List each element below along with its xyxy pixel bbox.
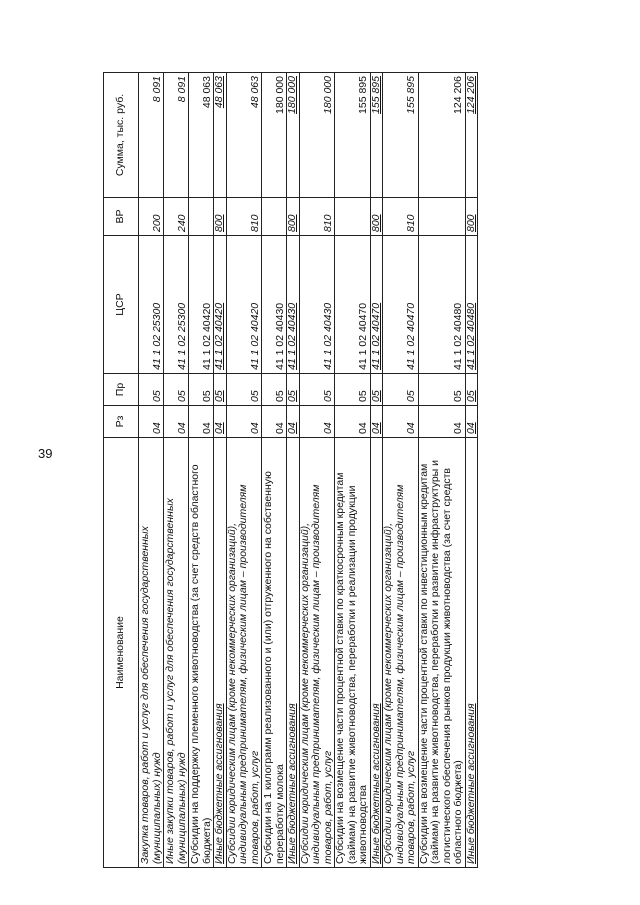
cell-sum: 48 063 xyxy=(189,73,214,198)
table-header-row xyxy=(104,73,139,868)
rotated-table-container xyxy=(103,73,543,868)
cell-rz: 04 xyxy=(418,406,465,438)
cell-vr: 800 xyxy=(214,198,227,236)
cell-vr xyxy=(189,198,214,236)
cell-name: Закупка товаров, работ и услуг для обеспечения государственных (муниципальных) нужд xyxy=(139,438,164,868)
cell-rz: 04 xyxy=(226,406,262,438)
cell-rz: 04 xyxy=(465,406,478,438)
cell-sum: 48 063 xyxy=(226,73,262,198)
cell-vr xyxy=(262,198,287,236)
cell-name: Субсидии на 1 килограмм реализованного и (или) отгруженного на собственную переработку молока xyxy=(262,438,287,868)
cell-pr: 05 xyxy=(262,374,287,406)
header-csr: ЦСР xyxy=(104,236,139,374)
cell-sum: 124 206 xyxy=(465,73,478,198)
cell-rz: 04 xyxy=(139,406,164,438)
cell-csr: 41 1 02 40430 xyxy=(287,236,300,374)
cell-pr: 05 xyxy=(335,374,371,406)
cell-pr: 05 xyxy=(287,374,300,406)
table-row xyxy=(189,73,214,868)
cell-sum: 124 206 xyxy=(418,73,465,198)
cell-vr: 810 xyxy=(383,198,419,236)
cell-csr: 41 1 02 40480 xyxy=(465,236,478,374)
table-row xyxy=(370,73,383,868)
cell-csr: 41 1 02 25300 xyxy=(164,236,189,374)
cell-csr: 41 1 02 25300 xyxy=(139,236,164,374)
cell-rz: 04 xyxy=(299,406,335,438)
cell-pr: 05 xyxy=(189,374,214,406)
cell-name: Субсидии юридическим лицам (кроме некоммерческих организаций), индивидуальным предпринимателям, физическим лицам – производителям товаров, работ, услуг xyxy=(299,438,335,868)
cell-vr: 800 xyxy=(370,198,383,236)
cell-vr xyxy=(418,198,465,236)
cell-sum: 180 000 xyxy=(299,73,335,198)
cell-vr: 200 xyxy=(139,198,164,236)
budget-table xyxy=(103,72,478,868)
cell-sum: 180 000 xyxy=(287,73,300,198)
cell-rz: 04 xyxy=(335,406,371,438)
cell-pr: 05 xyxy=(139,374,164,406)
table-row xyxy=(214,73,227,868)
cell-name: Субсидии юридическим лицам (кроме некоммерческих организаций), индивидуальным предпринимателям, физическим лицам – производителям товаров, работ, услуг xyxy=(226,438,262,868)
table-row xyxy=(418,73,465,868)
cell-csr: 41 1 02 40430 xyxy=(262,236,287,374)
cell-vr: 810 xyxy=(226,198,262,236)
cell-rz: 04 xyxy=(370,406,383,438)
cell-vr: 240 xyxy=(164,198,189,236)
header-vr: ВР xyxy=(104,198,139,236)
table-row xyxy=(335,73,371,868)
cell-csr: 41 1 02 40420 xyxy=(214,236,227,374)
cell-vr: 800 xyxy=(287,198,300,236)
cell-vr xyxy=(335,198,371,236)
table-row xyxy=(287,73,300,868)
cell-rz: 04 xyxy=(383,406,419,438)
cell-pr: 05 xyxy=(418,374,465,406)
table-row xyxy=(226,73,262,868)
table-row xyxy=(383,73,419,868)
cell-pr: 05 xyxy=(164,374,189,406)
page-number: 39 xyxy=(38,446,53,461)
cell-sum: 155 895 xyxy=(383,73,419,198)
cell-rz: 04 xyxy=(164,406,189,438)
cell-rz: 04 xyxy=(214,406,227,438)
cell-csr: 41 1 02 40470 xyxy=(383,236,419,374)
cell-csr: 41 1 02 40470 xyxy=(370,236,383,374)
table-row xyxy=(164,73,189,868)
cell-name: Иные закупки товаров, работ и услуг для обеспечения государственных (муниципальных) нужд xyxy=(164,438,189,868)
table-row xyxy=(262,73,287,868)
cell-pr: 05 xyxy=(465,374,478,406)
cell-pr: 05 xyxy=(370,374,383,406)
cell-name: Субсидии на возмещение части процентной ставки по инвестиционным кредитам (займам) на развитие животноводства, переработки и развитие инфраструктуры и логистического обеспечения рынков продукции животноводства (за счет средств областного бюджета) xyxy=(418,438,465,868)
cell-csr: 41 1 02 40420 xyxy=(226,236,262,374)
cell-pr: 05 xyxy=(299,374,335,406)
table-body xyxy=(139,73,478,868)
cell-name: Иные бюджетные ассигнования xyxy=(465,438,478,868)
cell-sum: 8 091 xyxy=(164,73,189,198)
cell-vr: 810 xyxy=(299,198,335,236)
cell-rz: 04 xyxy=(287,406,300,438)
cell-rz: 04 xyxy=(262,406,287,438)
cell-name: Иные бюджетные ассигнования xyxy=(370,438,383,868)
cell-vr: 800 xyxy=(465,198,478,236)
cell-pr: 05 xyxy=(226,374,262,406)
table-row xyxy=(139,73,164,868)
cell-sum: 180 000 xyxy=(262,73,287,198)
header-rz: Рз xyxy=(104,406,139,438)
table-row xyxy=(299,73,335,868)
header-name: Наименование xyxy=(104,438,139,868)
table-row xyxy=(465,73,478,868)
cell-sum: 48 063 xyxy=(214,73,227,198)
cell-pr: 05 xyxy=(214,374,227,406)
cell-csr: 41 1 02 40480 xyxy=(418,236,465,374)
cell-name: Иные бюджетные ассигнования xyxy=(214,438,227,868)
header-pr: Пр xyxy=(104,374,139,406)
header-sum: Сумма, тыс. руб. xyxy=(104,73,139,198)
cell-name: Субсидии юридическим лицам (кроме некоммерческих организаций), индивидуальным предпринимателям, физическим лицам – производителям товаров, работ, услуг xyxy=(383,438,419,868)
cell-sum: 155 895 xyxy=(335,73,371,198)
cell-sum: 8 091 xyxy=(139,73,164,198)
cell-pr: 05 xyxy=(383,374,419,406)
cell-csr: 41 1 02 40430 xyxy=(299,236,335,374)
cell-csr: 41 1 02 40420 xyxy=(189,236,214,374)
cell-name: Иные бюджетные ассигнования xyxy=(287,438,300,868)
cell-csr: 41 1 02 40470 xyxy=(335,236,371,374)
cell-rz: 04 xyxy=(189,406,214,438)
cell-name: Субсидии на поддержку племенного животноводства (за счет средств областного бюджета) xyxy=(189,438,214,868)
cell-name: Субсидии на возмещение части процентной ставки по краткосрочным кредитам (займам) на развитие животноводства, переработки и реализации продукции животноводства xyxy=(335,438,371,868)
cell-sum: 155 895 xyxy=(370,73,383,198)
